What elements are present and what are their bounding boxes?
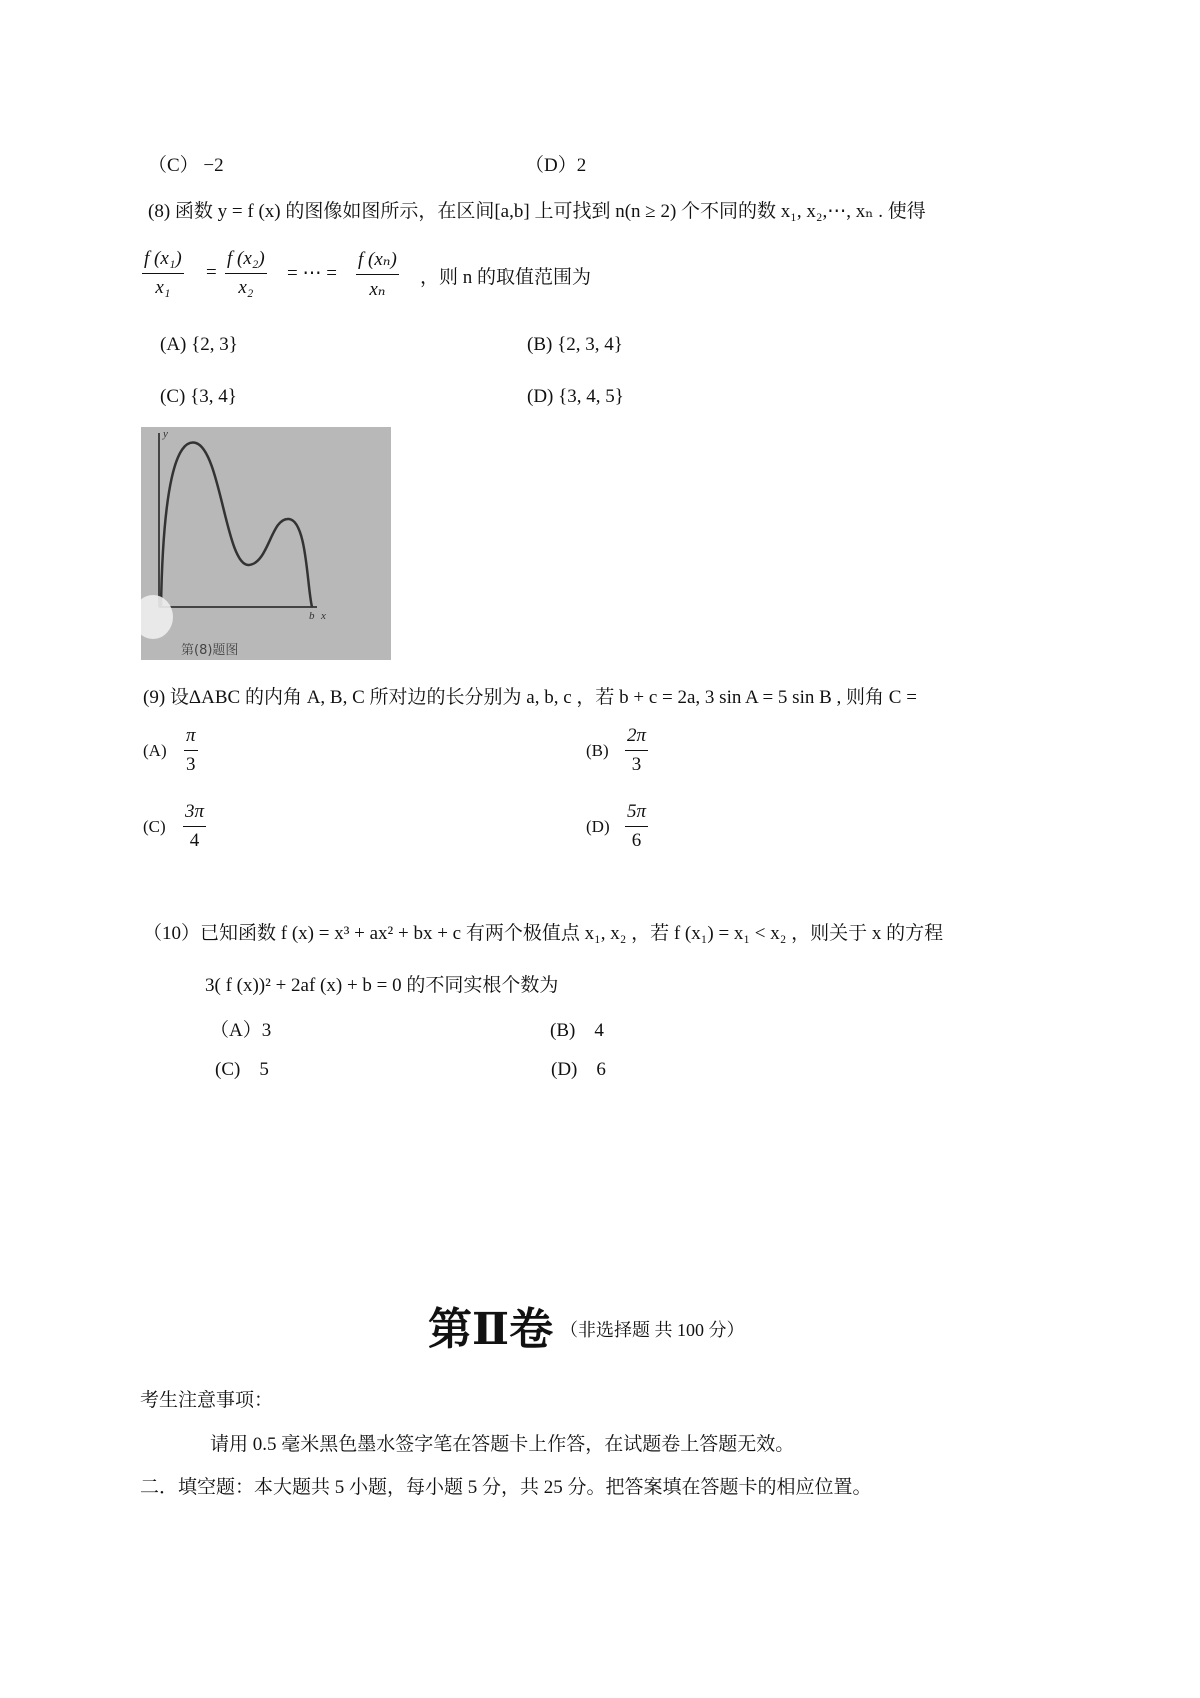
q9-option-a-fraction	[184, 725, 198, 776]
section-two-heading: 二．填空题：本大题共 5 小题，每小题 5 分，共 25 分。把答案填在答题卡的相应位置。	[140, 1477, 872, 1498]
q8-equals-1: =	[206, 262, 217, 283]
q8-fraction-2	[225, 248, 267, 299]
q8-option-c: (C) {3, 4}	[160, 386, 237, 407]
q8-option-b: (B) {2, 3, 4}	[527, 334, 623, 355]
q8-figure-caption: 第(8)题图	[181, 643, 239, 658]
q10-option-d: (D) 6	[551, 1059, 606, 1080]
q8-axis-x-label: x	[321, 610, 326, 622]
part2-title: 第Ⅱ卷	[428, 1304, 554, 1355]
q10-option-c: (C) 5	[215, 1059, 269, 1080]
q9-option-a-denominator: 3	[186, 754, 196, 775]
q7-option-c: （C） −2	[148, 155, 224, 176]
q10-option-b: (B) 4	[550, 1020, 604, 1041]
q8-equals-2: = ⋯ =	[287, 263, 337, 284]
q8-stem-tail: ，则 n 的取值范围为	[420, 267, 592, 288]
notice-body: 请用 0.5 毫米黑色墨水签字笔在答题卡上作答，在试题卷上答题无效。	[210, 1434, 795, 1455]
q9-option-c-numerator: 3π	[183, 801, 206, 827]
q10-equation-line: 3( f (x))² + 2af (x) + b = 0 的不同实根个数为	[205, 975, 559, 996]
q9-option-b-denominator: 3	[631, 754, 642, 775]
q10-stem: （10）已知函数 f (x) = x³ + ax² + bx + c 有两个极值点 x₁, x₂ ，若 f (x₁) = x₁ < x₂ ，则关于 x 的方程	[143, 923, 944, 944]
q9-option-a-label: (A)	[143, 741, 167, 760]
q8-frac2-denominator: x₂	[238, 277, 254, 298]
q8-axis-b-label: b	[309, 610, 315, 622]
q8-frac1-numerator: f (x₁)	[142, 248, 184, 274]
part2-subtitle: （非选择题 共 100 分）	[560, 1320, 745, 1340]
q9-option-b-label: (B)	[586, 741, 609, 760]
q8-frac2-numerator: f (x₂)	[225, 248, 267, 274]
q9-option-b-numerator: 2π	[625, 725, 648, 751]
q9-stem: (9) 设ΔABC 的内角 A, B, C 所对边的长分别为 a, b, c ，若 b + c = 2a, 3 sin A = 5 sin B , 则角 C =	[143, 687, 917, 708]
q7-option-d: （D）2	[525, 155, 587, 176]
q8-frac3-denominator: xₙ	[369, 279, 386, 300]
q8-stem: (8) 函数 y = f (x) 的图像如图所示，在区间[a,b] 上可找到 n(n ≥ 2) 个不同的数 x₁, x₂,⋯, xₙ . 使得	[148, 201, 926, 222]
q10-option-a: （A）3	[210, 1020, 272, 1041]
q8-graph-image	[141, 427, 391, 660]
q8-option-a: (A) {2, 3}	[160, 334, 238, 355]
q8-axis-y-label: y	[163, 428, 168, 440]
q9-option-d-denominator: 6	[631, 830, 642, 851]
q8-frac3-numerator: f (xₙ)	[356, 248, 399, 275]
q8-frac1-denominator: x₁	[155, 277, 171, 298]
q9-option-c-denominator: 4	[189, 830, 200, 851]
q8-fraction-3	[356, 248, 399, 301]
q9-option-d-numerator: 5π	[625, 801, 648, 827]
q8-option-d: (D) {3, 4, 5}	[527, 386, 624, 407]
q9-option-d-label: (D)	[586, 817, 610, 836]
q8-fraction-1	[142, 248, 184, 299]
q9-option-a-numerator: π	[184, 725, 198, 751]
q9-option-d-fraction	[625, 801, 648, 852]
q9-option-c-fraction	[183, 801, 206, 852]
q9-option-b-fraction	[625, 725, 648, 776]
notice-heading: 考生注意事项：	[140, 1390, 274, 1411]
q8-figure	[141, 427, 391, 660]
q9-option-c-label: (C)	[143, 817, 166, 836]
